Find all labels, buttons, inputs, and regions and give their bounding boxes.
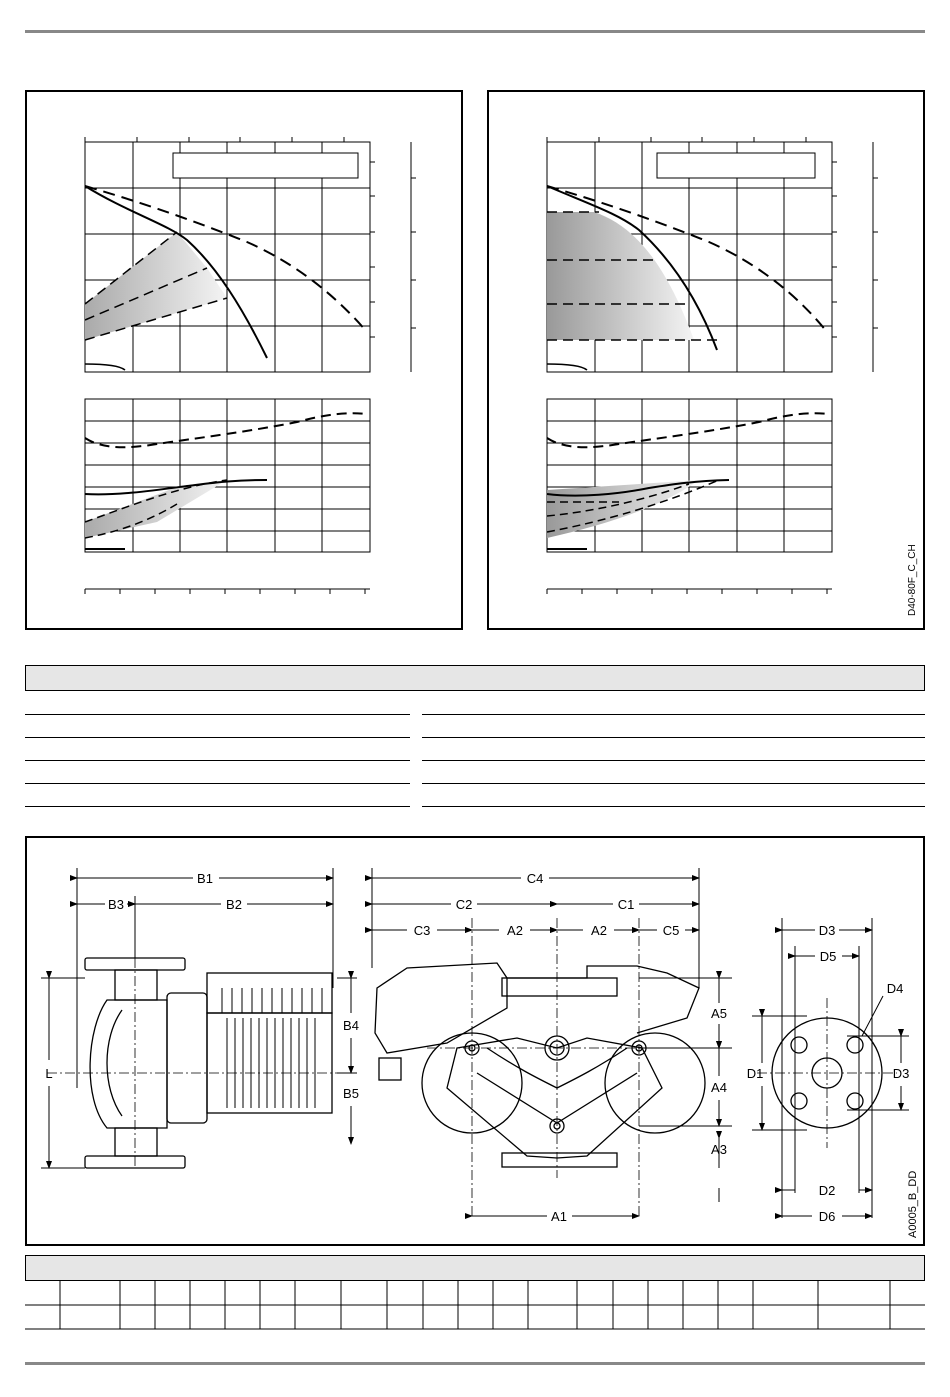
spec-row-line-r3 [422, 760, 925, 761]
dim-D3-right: D3 [892, 1066, 910, 1081]
dim-D3-top: D3 [818, 923, 836, 938]
dim-L: L [45, 1066, 53, 1081]
dim-B1: B1 [197, 871, 213, 886]
right-power-twin [547, 413, 829, 447]
dim-C1: C1 [617, 897, 635, 912]
spec-row-line-l2 [25, 737, 410, 738]
dim-B2: B2 [226, 897, 242, 912]
dimensions-table-grid [25, 1281, 925, 1331]
spec-row-line-r1 [422, 714, 925, 715]
spec-header-bar [25, 665, 925, 691]
dim-A1: A1 [551, 1209, 567, 1224]
drawing-code: A0005_B_DD [907, 1170, 919, 1238]
dim-C4: C4 [526, 871, 544, 886]
dim-A4: A4 [711, 1080, 727, 1095]
left-control-area [85, 232, 227, 340]
right-legend-box [657, 153, 815, 178]
dim-A3: A3 [711, 1142, 727, 1157]
spec-row-line-r5 [422, 806, 925, 807]
dimension-drawing-svg [27, 838, 923, 1244]
side-view-pump [47, 958, 347, 1168]
spec-row-line-l5 [25, 806, 410, 807]
bottom-rule [25, 1362, 925, 1365]
dim-D4: D4 [886, 981, 904, 996]
right-control-area [547, 212, 694, 340]
dim-B4: B4 [343, 1018, 359, 1033]
left-power-twin [85, 413, 367, 447]
dim-C5: C5 [662, 923, 680, 938]
spec-row-line-l3 [25, 760, 410, 761]
chart-right-svg [489, 92, 923, 628]
spec-row-line-l1 [25, 714, 410, 715]
performance-chart-code: D40-80F_C_CH [907, 544, 918, 616]
right-curve-min [547, 364, 587, 370]
left-power-grid [85, 399, 370, 594]
chart-left-svg [27, 92, 461, 628]
dim-D1: D1 [746, 1066, 764, 1081]
dimensions-header-bar [25, 1255, 925, 1281]
dim-B5: B5 [343, 1086, 359, 1101]
front-view-pump [375, 918, 727, 1218]
dim-A2-right: A2 [591, 923, 607, 938]
chart-panel-right [487, 90, 925, 630]
left-legend-box [173, 153, 358, 178]
dim-D6: D6 [818, 1209, 836, 1224]
flange-view [757, 998, 897, 1148]
dim-A5: A5 [711, 1006, 727, 1021]
dim-D2: D2 [818, 1183, 836, 1198]
spec-row-line-r2 [422, 737, 925, 738]
dim-B3: B3 [108, 897, 124, 912]
dim-C2: C2 [455, 897, 473, 912]
dim-A2-left: A2 [507, 923, 523, 938]
chart-panel-left [25, 90, 463, 630]
left-curve-min [85, 364, 125, 370]
top-rule [25, 30, 925, 33]
front-view-dimensions [372, 868, 732, 1216]
dimension-drawing-panel [25, 836, 925, 1246]
dim-C3: C3 [413, 923, 431, 938]
dim-D5: D5 [819, 949, 837, 964]
spec-row-line-l4 [25, 783, 410, 784]
spec-row-line-r4 [422, 783, 925, 784]
